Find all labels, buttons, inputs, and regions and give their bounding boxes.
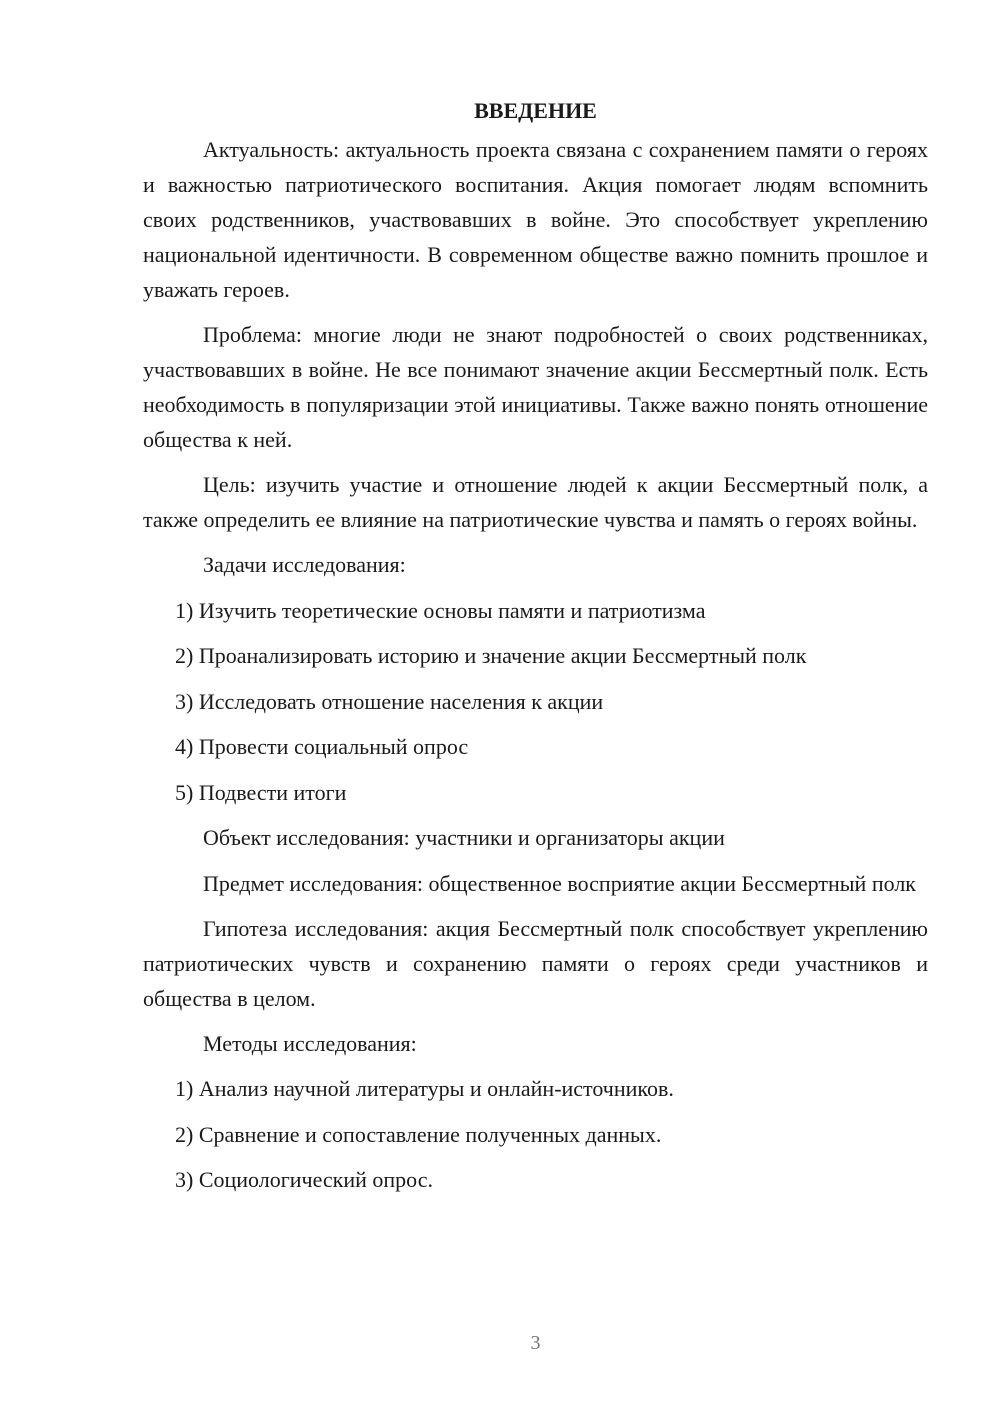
methods-list bbox=[143, 1071, 928, 1197]
list-item: 3) Социологический опрос. bbox=[175, 1167, 433, 1192]
tasks-heading: Задачи исследования: bbox=[203, 552, 406, 577]
list-item: 3) Исследовать отношение населения к акции bbox=[175, 688, 604, 714]
methods-heading: Методы исследования: bbox=[203, 1030, 417, 1056]
subject-paragraph: Предмет исследования: общественное восприятие акции Бессмертный полк bbox=[203, 870, 916, 896]
problem-paragraph: Проблема: многие люди не знают подробностей о своих родственниках, участвовавших в войне. Не все понимают значение акции Бессмертный полк. Есть необходимость в популяризации этой инициативы. Также важно понять отношение общества к ней. bbox=[143, 322, 928, 452]
document-page bbox=[143, 96, 928, 1208]
goal-paragraph: Цель: изучить участие и отношение людей к акции Бессмертный полк, а также определить ее влияние на патриотические чувства и память о героях войны. bbox=[143, 472, 928, 532]
page-title: ВВЕДЕНИЕ bbox=[474, 98, 597, 123]
list-item: 4) Провести социальный опрос bbox=[175, 734, 469, 759]
page-number: 3 bbox=[530, 1332, 541, 1354]
list-item: 2) Сравнение и сопоставление полученных данных. bbox=[175, 1121, 662, 1147]
list-item: 1) Изучить теоретические основы памяти и патриотизма bbox=[175, 597, 706, 623]
list-item: 2) Проанализировать историю и значение акции Бессмертный полк bbox=[175, 643, 807, 668]
list-item: 5) Подвести итоги bbox=[175, 779, 347, 805]
hypothesis-paragraph: Гипотеза исследования: акция Бессмертный полк способствует укреплению патриотических чувств и сохранению памяти о героях среди участников и общества в целом. bbox=[143, 915, 928, 1011]
list-item: 1) Анализ научной литературы и онлайн-источников. bbox=[175, 1076, 674, 1101]
relevance-paragraph: Актуальность: актуальность проекта связана с сохранением памяти о героях и важностью патриотического воспитания. Акция помогает людям вспомнить своих родственников, участвовавших в войне. Это способствует укреплению национальной идентичности. В современном обществе важно помнить прошлое и уважать героев. bbox=[143, 137, 928, 302]
object-line: Объект исследования: участники и организаторы акции bbox=[203, 825, 725, 850]
tasks-list bbox=[143, 593, 928, 810]
